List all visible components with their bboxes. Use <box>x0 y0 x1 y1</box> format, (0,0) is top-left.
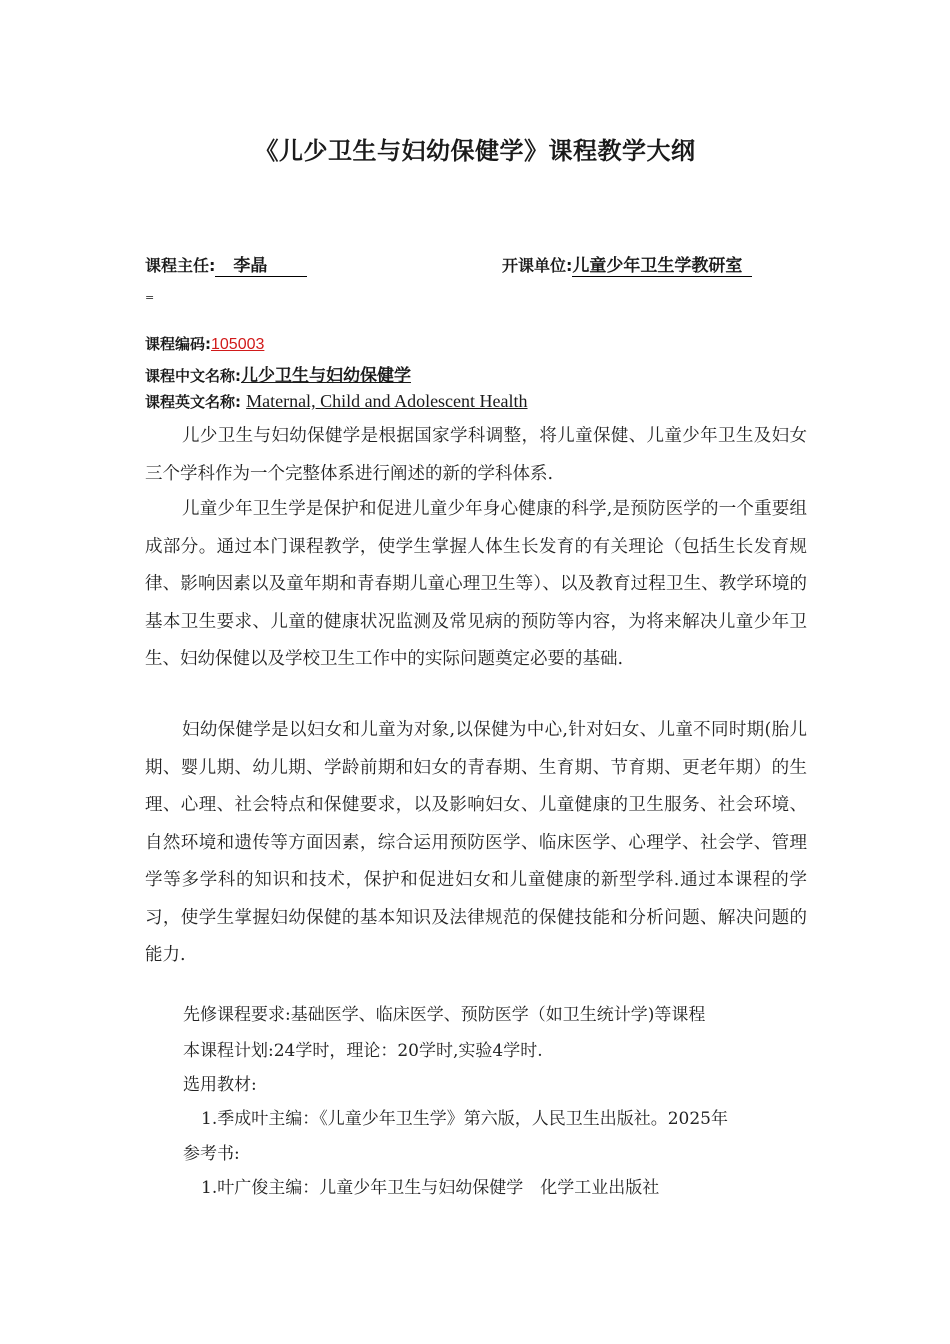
reference-item: 1.叶广俊主编：儿童少年卫生与妇幼保健学 化学工业出版社 <box>201 1178 660 1198</box>
course-en-name-label: 课程英文名称: <box>145 393 241 411</box>
stray-mark: = <box>145 291 155 304</box>
course-cn-name-label: 课程中文名称: <box>145 367 241 385</box>
course-en-name-line <box>145 391 528 412</box>
offering-department <box>502 251 752 277</box>
course-code-label: 课程编码: <box>145 335 211 353</box>
course-director-label: 课程主任: <box>145 256 216 275</box>
textbook-label: 选用教材: <box>183 1075 257 1095</box>
course-cn-name-line <box>145 361 411 386</box>
reference-label: 参考书: <box>183 1144 240 1164</box>
offering-department-label: 开课单位: <box>502 256 573 275</box>
course-code-line <box>145 333 264 354</box>
maternal-health-paragraph: 妇幼保健学是以妇女和儿童为对象,以保健为中心,针对妇女、儿童不同时期(胎儿期、婴儿期、幼儿期、学龄前期和妇女的青春期、生育期、节育期、更老年期）的生理、心理、社会特点和保健要求，以及影响妇女、儿童健康的卫生服务、社会环境、自然环境和遗传等方面因素，综合运用预防医学、临床医学、心理学、社会学、管理学等多学科的知识和技术，保护和促进妇女和儿童健康的新型学科.通过本课程的学习，使学生掌握妇幼保健的基本知识及法律规范的保健技能和分析问题、解决问题的能力. <box>145 720 807 965</box>
textbook-item: 1.季成叶主编：《儿童少年卫生学》第六版，人民卫生出版社。2025年 <box>201 1109 728 1129</box>
child-health-paragraph: 儿童少年卫生学是保护和促进儿童少年身心健康的科学,是预防医学的一个重要组成部分。通过本门课程教学，使学生掌握人体生长发育的有关理论（包括生长发育规律、影响因素以及童年期和青春期儿童心理卫生等）、以及教育过程卫生、教学环境的基本卫生要求、儿童的健康状况监测及常见病的预防等内容，为将来解决儿童少年卫生、妇幼保健以及学校卫生工作中的实际问题奠定必要的基础. <box>145 499 807 669</box>
document-title: 《儿少卫生与妇幼保健学》课程教学大纲 <box>254 137 696 165</box>
course-director <box>145 251 307 277</box>
course-cn-name-value: 儿少卫生与妇幼保健学 <box>241 366 411 386</box>
course-meta-row <box>145 251 805 275</box>
intro-paragraph: 儿少卫生与妇幼保健学是根据国家学科调整，将儿童保健、儿童少年卫生及妇女三个学科作为一个完整体系进行阐述的新的学科体系. <box>145 426 807 484</box>
course-plan-line: 本课程计划:24学时，理论：20学时,实验4学时. <box>183 1041 543 1061</box>
course-en-name-value: Maternal, Child and Adolescent Health <box>246 391 528 411</box>
offering-department-value: 儿童少年卫生学教研室 <box>572 251 752 277</box>
course-code-value: 105003 <box>211 336 265 353</box>
course-director-value: 李晶 <box>215 251 307 277</box>
prerequisites-line: 先修课程要求:基础医学、临床医学、预防医学（如卫生统计学)等课程 <box>183 1005 706 1025</box>
